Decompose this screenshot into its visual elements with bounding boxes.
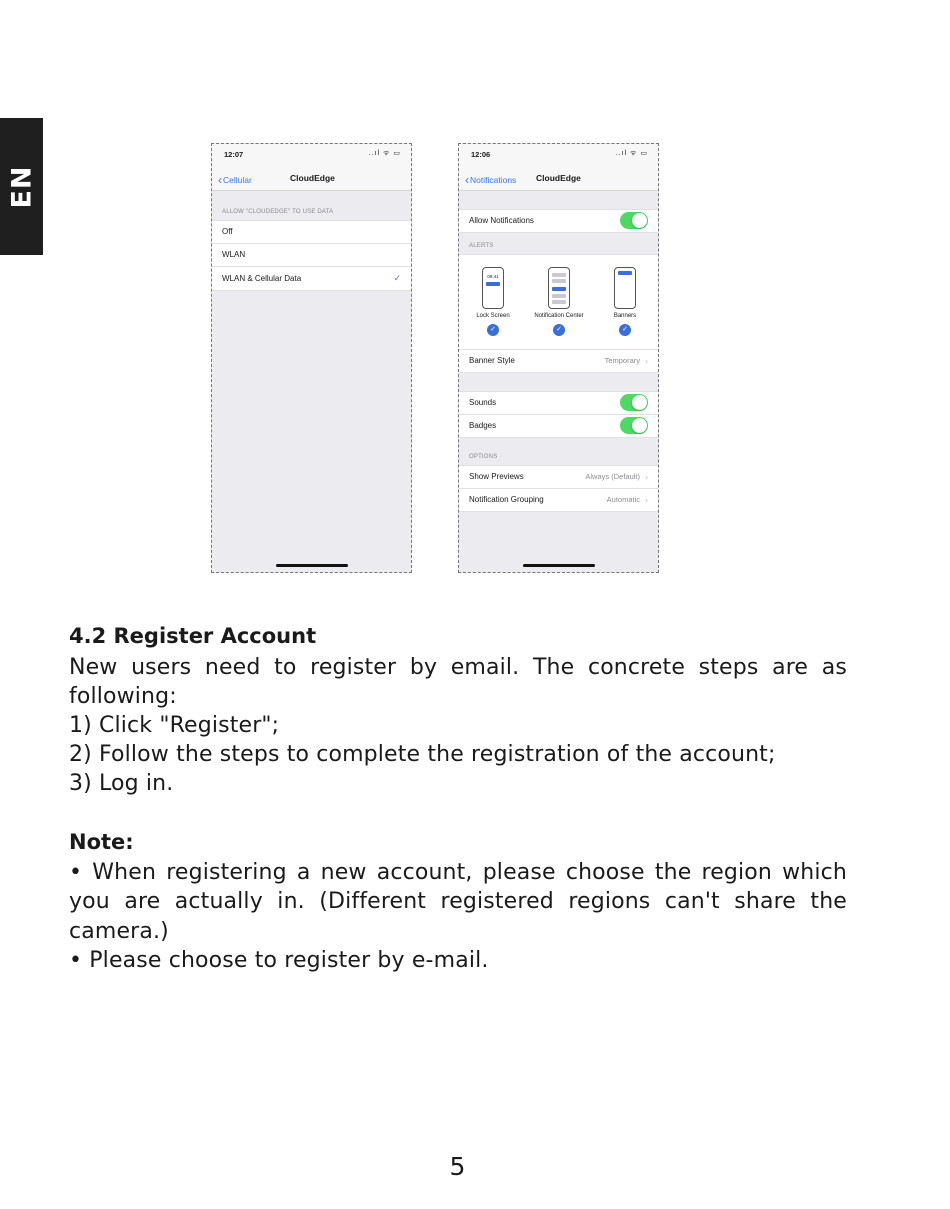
back-button[interactable] <box>218 172 252 186</box>
step-2: 2) Follow the steps to complete the registration of the account; <box>69 742 776 767</box>
nav-title: CloudEdge <box>536 173 581 183</box>
banner-style-row[interactable] <box>459 350 658 374</box>
notification-settings-screenshot <box>458 143 659 573</box>
row-label: Sounds <box>469 398 497 408</box>
chevron-left-icon: ‹ <box>465 173 469 187</box>
alert-label: Banners <box>613 312 637 319</box>
nav-title: CloudEdge <box>290 173 335 183</box>
checkmark-icon: ✓ <box>393 272 401 283</box>
row-label: Notification Grouping <box>469 495 544 505</box>
status-icons: ..ıl ᯤ ▭ <box>368 150 401 157</box>
alert-label: Lock Screen <box>476 312 510 319</box>
status-icons: ..ıl ᯤ ▭ <box>615 150 648 157</box>
nav-bar <box>212 164 411 191</box>
back-label: Cellular <box>223 175 252 185</box>
cellular-settings-screenshot <box>211 143 412 573</box>
allow-notifications-toggle[interactable] <box>620 212 648 229</box>
sounds-row <box>459 391 658 415</box>
row-label: Badges <box>469 421 497 431</box>
phone-icon <box>614 267 636 309</box>
alert-notification-center[interactable] <box>526 267 592 336</box>
alerts-header: ALERTS <box>469 242 494 249</box>
chevron-right-icon: › <box>645 471 648 482</box>
section-heading: 4.2 Register Account <box>69 624 317 648</box>
home-indicator <box>523 564 595 567</box>
status-bar <box>459 144 658 164</box>
alerts-panel <box>459 254 658 350</box>
row-label: Show Previews <box>469 472 524 482</box>
row-value: Automatic <box>606 495 640 505</box>
home-indicator <box>276 564 348 567</box>
option-label: Off <box>222 227 233 237</box>
language-tab <box>0 118 43 255</box>
badges-row <box>459 415 658 439</box>
checkmark-icon: ✓ <box>553 324 565 336</box>
lock-time: 09:41 <box>487 273 499 279</box>
back-label: Notifications <box>470 175 517 185</box>
phone-icon <box>548 267 570 309</box>
row-label: Allow Notifications <box>469 216 534 226</box>
checkmark-icon: ✓ <box>619 324 631 336</box>
note-heading: Note: <box>69 830 134 854</box>
chevron-right-icon: › <box>645 355 648 366</box>
nav-bar <box>459 164 658 191</box>
row-label: Banner Style <box>469 356 515 366</box>
alert-lock-screen[interactable] <box>460 267 526 336</box>
status-bar <box>212 144 411 164</box>
chevron-right-icon: › <box>645 494 648 505</box>
option-label: WLAN & Cellular Data <box>222 273 302 283</box>
language-tab-label: EN <box>6 164 37 209</box>
step-3: 3) Log in. <box>69 771 174 796</box>
option-row-off[interactable] <box>212 220 411 244</box>
alert-label: Notification Center <box>534 312 584 319</box>
alert-banners[interactable] <box>592 267 658 336</box>
page-number: 5 <box>449 1152 466 1181</box>
option-row-wlan[interactable] <box>212 244 411 268</box>
chevron-left-icon: ‹ <box>218 173 222 187</box>
options-header: OPTIONS <box>469 454 498 460</box>
notification-grouping-row[interactable] <box>459 489 658 513</box>
show-previews-row[interactable] <box>459 465 658 489</box>
allow-notifications-row <box>459 209 658 233</box>
status-time: 12:06 <box>471 150 491 159</box>
option-label: WLAN <box>222 250 246 260</box>
note-1: • When registering a new account, please choose the region which you are actually in. (Different registered regions can't share the camera.) <box>69 860 847 944</box>
note-2: • Please choose to register by e-mail. <box>69 948 489 973</box>
row-value: Always (Default) <box>585 472 640 482</box>
step-1: 1) Click "Register"; <box>69 713 280 738</box>
checkmark-icon: ✓ <box>487 324 499 336</box>
phone-icon <box>482 267 504 309</box>
row-value: Temporary <box>604 356 640 366</box>
back-button[interactable] <box>465 172 516 186</box>
option-row-wlan-cellular[interactable] <box>212 267 411 291</box>
status-time: 12:07 <box>224 150 244 159</box>
sounds-toggle[interactable] <box>620 394 648 411</box>
badges-toggle[interactable] <box>620 417 648 434</box>
intro-paragraph: New users need to register by email. The concrete steps are as following: <box>69 655 847 710</box>
section-header: ALLOW "CLOUDEDGE" TO USE DATA <box>222 209 334 215</box>
